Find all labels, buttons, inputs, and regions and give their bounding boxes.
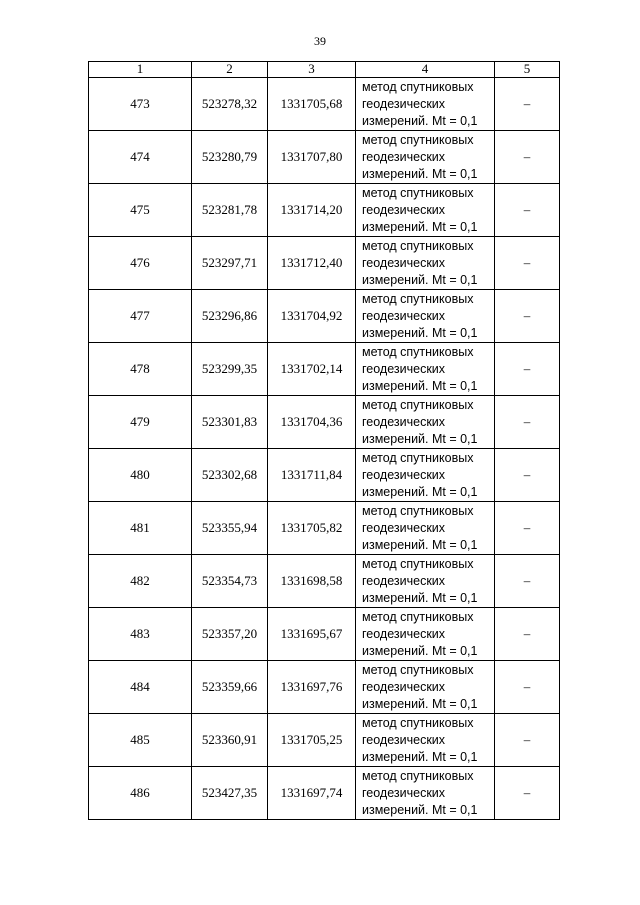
table-row	[89, 767, 560, 820]
x-coordinate-cell: 523302,68	[192, 449, 268, 502]
column-5-cell: –	[495, 555, 560, 608]
method-line: измерений. Mt = 0,1	[362, 696, 478, 711]
method-line: геодезических	[362, 149, 446, 164]
x-coordinate-cell: 523296,86	[192, 290, 268, 343]
x-coordinate-cell: 523297,71	[192, 237, 268, 290]
column-header-4: 4	[356, 62, 495, 78]
method-line: метод спутниковых	[362, 715, 474, 730]
method-cell	[356, 555, 495, 608]
y-coordinate-cell: 1331702,14	[268, 343, 356, 396]
method-cell	[356, 78, 495, 131]
column-5-cell: –	[495, 714, 560, 767]
column-5-cell: –	[495, 449, 560, 502]
table-row	[89, 661, 560, 714]
method-line: измерений. Mt = 0,1	[362, 643, 478, 658]
method-line: метод спутниковых	[362, 768, 474, 783]
method-cell	[356, 184, 495, 237]
method-line: геодезических	[362, 202, 446, 217]
method-line: метод спутниковых	[362, 609, 474, 624]
method-cell	[356, 714, 495, 767]
method-line: геодезических	[362, 732, 446, 747]
table-row	[89, 449, 560, 502]
method-line: измерений. Mt = 0,1	[362, 113, 478, 128]
table-row	[89, 502, 560, 555]
header-row	[89, 62, 560, 78]
method-line: метод спутниковых	[362, 238, 474, 253]
method-cell	[356, 449, 495, 502]
method-line: измерений. Mt = 0,1	[362, 749, 478, 764]
method-line: геодезических	[362, 361, 446, 376]
method-line: метод спутниковых	[362, 450, 474, 465]
method-line: метод спутниковых	[362, 662, 474, 677]
point-number-cell: 478	[89, 343, 192, 396]
point-number-cell: 476	[89, 237, 192, 290]
column-header-5: 5	[495, 62, 560, 78]
x-coordinate-cell: 523278,32	[192, 78, 268, 131]
method-line: метод спутниковых	[362, 79, 474, 94]
x-coordinate-cell: 523281,78	[192, 184, 268, 237]
column-5-cell: –	[495, 290, 560, 343]
table-row	[89, 343, 560, 396]
column-header-2: 2	[192, 62, 268, 78]
table-row	[89, 290, 560, 343]
y-coordinate-cell: 1331695,67	[268, 608, 356, 661]
x-coordinate-cell: 523354,73	[192, 555, 268, 608]
method-line: геодезических	[362, 626, 446, 641]
method-line: измерений. Mt = 0,1	[362, 325, 478, 340]
column-5-cell: –	[495, 502, 560, 555]
column-5-cell: –	[495, 78, 560, 131]
method-line: измерений. Mt = 0,1	[362, 431, 478, 446]
y-coordinate-cell: 1331705,25	[268, 714, 356, 767]
method-line: измерений. Mt = 0,1	[362, 802, 478, 817]
y-coordinate-cell: 1331705,82	[268, 502, 356, 555]
point-number-cell: 485	[89, 714, 192, 767]
x-coordinate-cell: 523357,20	[192, 608, 268, 661]
page-number: 39	[314, 34, 326, 48]
method-cell	[356, 608, 495, 661]
method-line: метод спутниковых	[362, 344, 474, 359]
method-line: геодезических	[362, 414, 446, 429]
method-line: геодезических	[362, 467, 446, 482]
column-header-3: 3	[268, 62, 356, 78]
column-5-cell: –	[495, 396, 560, 449]
y-coordinate-cell: 1331712,40	[268, 237, 356, 290]
method-cell	[356, 131, 495, 184]
table-row	[89, 131, 560, 184]
method-cell	[356, 290, 495, 343]
point-number-cell: 475	[89, 184, 192, 237]
table-row	[89, 78, 560, 131]
column-5-cell: –	[495, 237, 560, 290]
method-line: геодезических	[362, 255, 446, 270]
point-number-cell: 477	[89, 290, 192, 343]
table-row	[89, 396, 560, 449]
method-cell	[356, 661, 495, 714]
method-cell	[356, 343, 495, 396]
point-number-cell: 473	[89, 78, 192, 131]
column-5-cell: –	[495, 131, 560, 184]
method-line: измерений. Mt = 0,1	[362, 484, 478, 499]
method-line: метод спутниковых	[362, 185, 474, 200]
point-number-cell: 479	[89, 396, 192, 449]
point-number-cell: 484	[89, 661, 192, 714]
coordinates-table	[88, 61, 560, 820]
method-line: геодезических	[362, 96, 446, 111]
y-coordinate-cell: 1331698,58	[268, 555, 356, 608]
method-line: измерений. Mt = 0,1	[362, 272, 478, 287]
method-line: геодезических	[362, 520, 446, 535]
y-coordinate-cell: 1331697,74	[268, 767, 356, 820]
method-line: геодезических	[362, 573, 446, 588]
y-coordinate-cell: 1331697,76	[268, 661, 356, 714]
table-row	[89, 237, 560, 290]
point-number-cell: 486	[89, 767, 192, 820]
method-cell	[356, 237, 495, 290]
method-line: геодезических	[362, 308, 446, 323]
method-cell	[356, 502, 495, 555]
method-line: измерений. Mt = 0,1	[362, 590, 478, 605]
x-coordinate-cell: 523280,79	[192, 131, 268, 184]
x-coordinate-cell: 523299,35	[192, 343, 268, 396]
method-line: измерений. Mt = 0,1	[362, 166, 478, 181]
y-coordinate-cell: 1331705,68	[268, 78, 356, 131]
table-row	[89, 608, 560, 661]
x-coordinate-cell: 523360,91	[192, 714, 268, 767]
x-coordinate-cell: 523359,66	[192, 661, 268, 714]
table-row	[89, 555, 560, 608]
x-coordinate-cell: 523355,94	[192, 502, 268, 555]
x-coordinate-cell: 523301,83	[192, 396, 268, 449]
method-line: геодезических	[362, 785, 446, 800]
table-row	[89, 714, 560, 767]
method-line: измерений. Mt = 0,1	[362, 537, 478, 552]
method-line: метод спутниковых	[362, 556, 474, 571]
method-line: измерений. Mt = 0,1	[362, 378, 478, 393]
table-row	[89, 184, 560, 237]
column-5-cell: –	[495, 608, 560, 661]
column-header-1: 1	[89, 62, 192, 78]
column-5-cell: –	[495, 767, 560, 820]
y-coordinate-cell: 1331704,36	[268, 396, 356, 449]
column-5-cell: –	[495, 661, 560, 714]
method-line: метод спутниковых	[362, 503, 474, 518]
method-cell	[356, 396, 495, 449]
point-number-cell: 483	[89, 608, 192, 661]
point-number-cell: 482	[89, 555, 192, 608]
method-cell	[356, 767, 495, 820]
y-coordinate-cell: 1331711,84	[268, 449, 356, 502]
column-5-cell: –	[495, 343, 560, 396]
point-number-cell: 474	[89, 131, 192, 184]
y-coordinate-cell: 1331707,80	[268, 131, 356, 184]
method-line: метод спутниковых	[362, 291, 474, 306]
point-number-cell: 481	[89, 502, 192, 555]
point-number-cell: 480	[89, 449, 192, 502]
column-5-cell: –	[495, 184, 560, 237]
method-line: метод спутниковых	[362, 397, 474, 412]
method-line: геодезических	[362, 679, 446, 694]
y-coordinate-cell: 1331714,20	[268, 184, 356, 237]
method-line: измерений. Mt = 0,1	[362, 219, 478, 234]
y-coordinate-cell: 1331704,92	[268, 290, 356, 343]
x-coordinate-cell: 523427,35	[192, 767, 268, 820]
method-line: метод спутниковых	[362, 132, 474, 147]
